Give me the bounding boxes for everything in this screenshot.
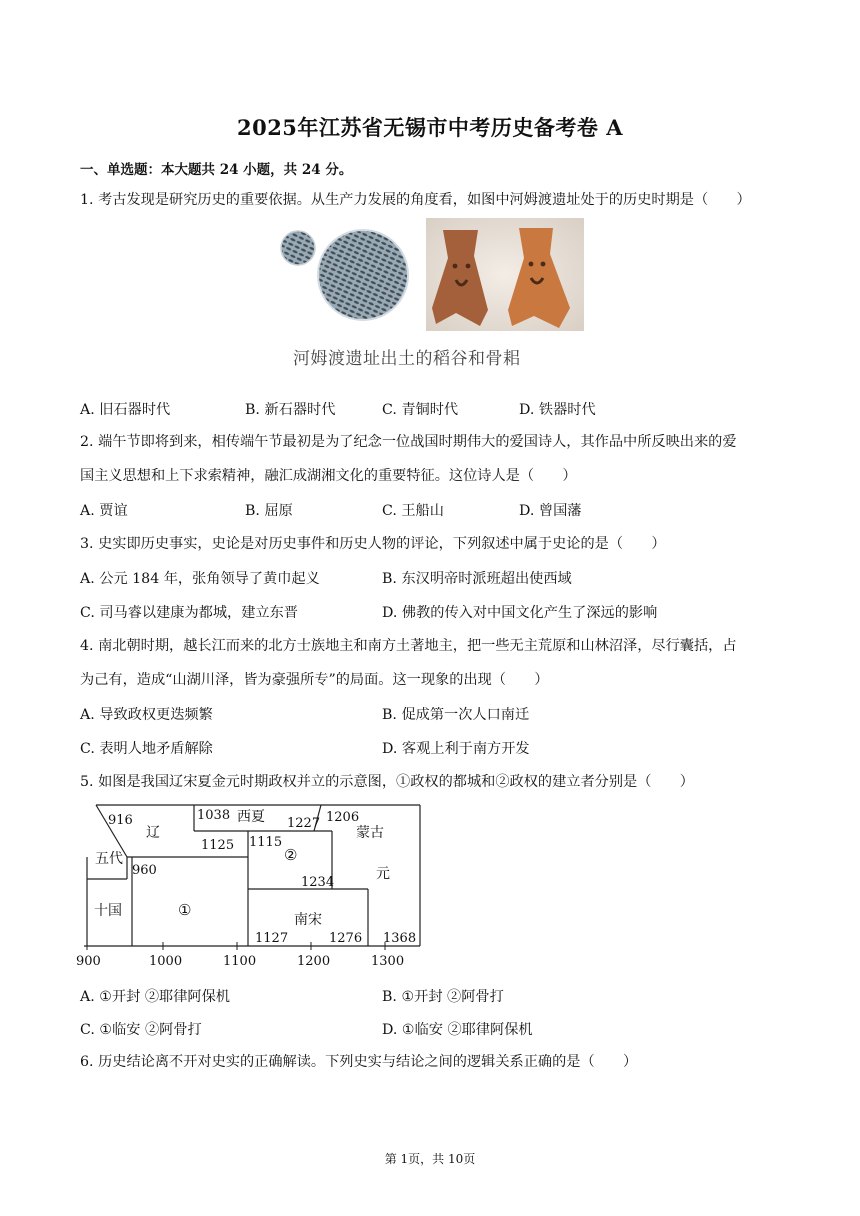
question-number: 5. [80, 774, 94, 790]
question-4-stem [80, 636, 737, 656]
year-label: 1227 [287, 816, 321, 831]
option-c[interactable]: C. 王船山 [382, 503, 444, 519]
option-c[interactable]: C. 司马睿以建康为都城，建立东晋 [80, 605, 298, 621]
region-label-xixia: 西夏 [237, 809, 265, 825]
question-2-stem-line2: 国主义思想和上下求索精神，融汇成湖湘文化的重要特征。这位诗人是（ ） [80, 468, 577, 484]
section-header: 一、单选题：本大题共 24 小题，共 24 分。 [80, 162, 353, 178]
question-text: 南北朝时期，越长江而来的北方士族地主和南方土著地主，把一些无主荒原和山林沼泽，尽行囊括，占 [98, 638, 737, 654]
option-b[interactable]: B. 屈原 [245, 503, 293, 519]
regimes-diagram-svg [74, 802, 424, 972]
year-label: 1127 [255, 931, 289, 946]
question-6-stem [80, 1052, 637, 1072]
option-c[interactable]: C. 青铜时代 [382, 402, 459, 418]
option-c[interactable]: C. ①临安 ②阿骨打 [80, 1022, 202, 1038]
year-label: 960 [132, 863, 157, 878]
axis-tick-label: 1100 [223, 954, 257, 969]
axis-tick-label: 1300 [371, 954, 405, 969]
axis-tick-label: 1000 [149, 954, 183, 969]
option-a[interactable]: A. ①开封 ②耶律阿保机 [80, 989, 230, 1005]
year-label: 916 [108, 813, 133, 828]
question-text: 如图是我国辽宋夏金元时期政权并立的示意图，①政权的都城和②政权的建立者分别是（ ） [98, 774, 694, 790]
option-a[interactable]: A. 旧石器时代 [80, 402, 171, 418]
year-label: 1234 [301, 875, 335, 890]
question-4-stem-line2: 为己有，造成“山湖川泽，皆为豪强所专”的局面。这一现象的出现（ ） [80, 672, 549, 688]
region-label-2: ② [284, 846, 298, 864]
year-label: 1125 [201, 838, 235, 853]
question-text: 端午节即将到来，相传端午节最初是为了纪念一位战国时期伟大的爱国诗人，其作品中所反映出来的爱 [98, 434, 737, 450]
option-a[interactable]: A. 公元 184 年，张角领导了黄巾起义 [80, 571, 320, 587]
option-a[interactable]: A. 导致政权更迭频繁 [80, 707, 213, 723]
regimes-diagram [74, 802, 424, 972]
option-a[interactable]: A. 贾谊 [80, 503, 128, 519]
region-label-nansong: 南宋 [294, 912, 322, 928]
option-d[interactable]: D. ①临安 ②耶律阿保机 [382, 1022, 533, 1038]
question-text: 史实即历史事实，史论是对历史事件和历史人物的评论，下列叙述中属于史论的是（ ） [98, 536, 666, 552]
option-d[interactable]: D. 曾国藩 [519, 503, 582, 519]
region-label-wudai: 五代 [95, 851, 123, 867]
option-d[interactable]: D. 佛教的传入对中国文化产生了深远的影响 [382, 605, 658, 621]
question-text: 考古发现是研究历史的重要依据。从生产力发展的角度看，如图中河姆渡遗址处于的历史时期是（ ） [98, 192, 751, 208]
option-c[interactable]: C. 表明人地矛盾解除 [80, 741, 213, 757]
question-number: 3. [80, 536, 94, 552]
year-label: 1368 [383, 931, 417, 946]
question-5-stem [80, 772, 694, 792]
question-number: 4. [80, 638, 94, 654]
question-number: 6. [80, 1054, 94, 1070]
region-label-yuan: 元 [376, 866, 390, 882]
question-number: 1. [80, 192, 94, 208]
region-label-mongol: 蒙古 [356, 825, 384, 841]
option-d[interactable]: D. 客观上利于南方开发 [382, 741, 530, 757]
question-number: 2. [80, 434, 94, 450]
region-label-1: ① [178, 901, 192, 919]
region-label-liao: 辽 [146, 825, 160, 841]
option-d[interactable]: D. 铁器时代 [519, 402, 596, 418]
option-b[interactable]: B. 促成第一次人口南迁 [382, 707, 530, 723]
axis-tick-label: 1200 [297, 954, 331, 969]
option-b[interactable]: B. 东汉明帝时派班超出使西域 [382, 571, 572, 587]
question-text: 历史结论离不开对史实的正确解读。下列史实与结论之间的逻辑关系正确的是（ ） [98, 1054, 638, 1070]
hemudu-artifacts-figure [276, 218, 586, 333]
question-3-stem [80, 534, 666, 554]
year-label: 1276 [329, 931, 363, 946]
year-label: 1115 [249, 835, 283, 850]
page-title: 2025年江苏省无锡市中考历史备考卷 A [236, 115, 624, 140]
figure-caption: 河姆渡遗址出土的稻谷和骨耜 [293, 349, 521, 369]
region-label-shiguo: 十国 [94, 903, 122, 919]
option-b[interactable]: B. 新石器时代 [245, 402, 336, 418]
axis-tick-label: 900 [76, 954, 101, 969]
year-label: 1206 [326, 810, 360, 825]
question-1-stem [80, 190, 751, 210]
question-2-stem [80, 432, 737, 452]
option-b[interactable]: B. ①开封 ②阿骨打 [382, 989, 504, 1005]
hemudu-artifacts-image [276, 218, 586, 333]
page-footer: 第 1页，共 10页 [384, 1152, 476, 1166]
year-label: 1038 [197, 808, 231, 823]
